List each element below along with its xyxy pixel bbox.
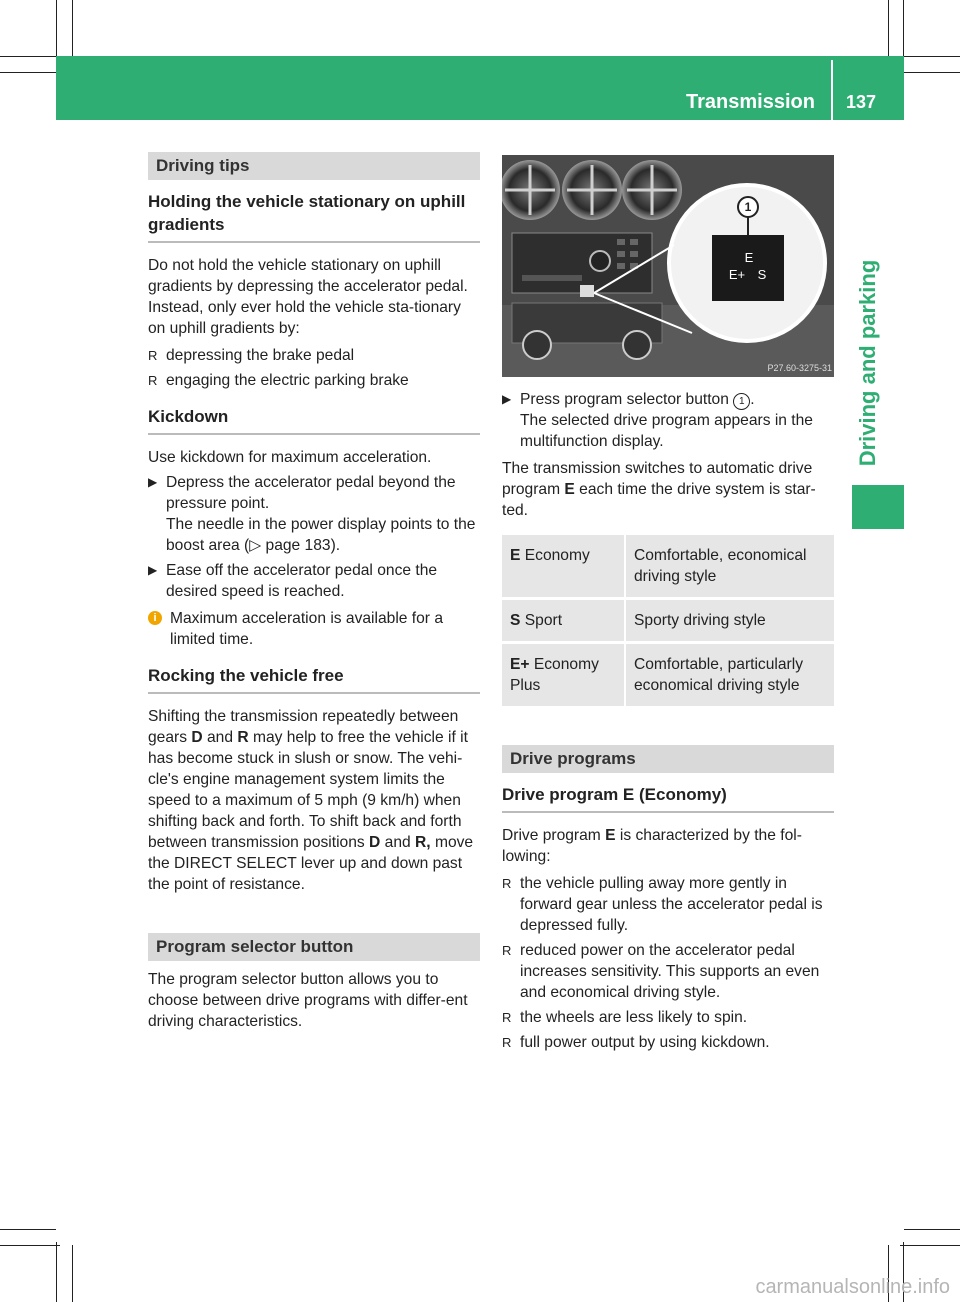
- list-item: R depressing the brake pedal: [148, 347, 355, 364]
- crop-mark: [900, 56, 960, 57]
- step-arrow-icon: ▶: [148, 563, 158, 577]
- step-arrow-icon: ▶: [502, 392, 512, 406]
- crop-mark: [56, 0, 57, 60]
- display-label-e: E: [744, 250, 754, 265]
- table-row: S Sport Sporty driving style: [502, 599, 834, 643]
- list-item: R reduced power on the accelerator pedal increases sensitivity. This supports an even and economical driving style.: [502, 942, 820, 1001]
- subsection-title: Holding the vehicle stationary on uphill gradients: [148, 190, 480, 243]
- crop-mark: [0, 72, 56, 73]
- header-divider: [831, 60, 833, 120]
- page-number: 137: [846, 92, 877, 112]
- paragraph: Shifting the transmission repeatedly between gears D and R may help to free the vehicle if it has become stuck in slush or snow. The vehi-cle's engine management system limits the speed to a maximum of 5 mph (9 km/h) when shifting back and forth. To shift back and forth between transmission positions D and R, move the DIRECT SELECT lever up and down past the point of resistance.: [148, 708, 474, 893]
- crop-mark: [0, 1229, 56, 1230]
- info-note: i Maximum acceleration is available for a limited time.: [148, 608, 480, 650]
- side-tab-block: [852, 485, 904, 529]
- list-item: R full power output by using kickdown.: [502, 1034, 770, 1051]
- image-code: P27.60-3275-31: [767, 363, 832, 373]
- left-column: [148, 152, 480, 1032]
- section-title: Driving tips: [148, 152, 480, 180]
- paragraph: Use kickdown for maximum acceleration.: [148, 449, 432, 466]
- step-item: ▶ Press program selector button 1 . The selected drive program appears in the multifunction display.: [502, 391, 813, 450]
- watermark: carmanualsonline.info: [755, 1276, 950, 1298]
- crop-mark: [904, 1229, 960, 1230]
- step-item: ▶ Depress the accelerator pedal beyond the pressure point. The needle in the power display points to the boost area (▷ page 183).: [148, 474, 476, 554]
- list-item: R the wheels are less likely to spin.: [502, 1009, 748, 1026]
- list-item: R engaging the electric parking brake: [148, 372, 409, 389]
- subsection-title: Kickdown: [148, 405, 480, 435]
- table-row: E Economy Comfortable, economical driving style: [502, 535, 834, 599]
- list-item: R the vehicle pulling away more gently in forward gear unless the accelerator pedal is depressed fully.: [502, 875, 823, 934]
- paragraph: Do not hold the vehicle stationary on uphill gradients by depressing the accelerator pedal. Instead, only ever hold the vehicle sta-tionary on uphill gradients by:: [148, 257, 468, 337]
- table-row: E+ Economy Plus Comfortable, particularly economical driving style: [502, 643, 834, 708]
- right-column: [502, 155, 834, 1053]
- info-icon: i: [148, 611, 162, 625]
- crop-mark: [888, 0, 889, 56]
- callout-number: 1: [744, 200, 752, 214]
- section-title: Program selector button: [148, 933, 480, 961]
- paragraph: The program selector button allows you to choose between drive programs with differ-ent driving characteristics.: [148, 971, 468, 1030]
- crop-mark: [72, 0, 73, 56]
- bullet-list: [148, 345, 480, 391]
- crop-mark: [903, 0, 904, 60]
- side-tab-label: Driving and parking: [855, 259, 880, 466]
- step-arrow-icon: ▶: [148, 475, 158, 489]
- dashboard-photo: [502, 155, 834, 377]
- crop-mark: [0, 56, 60, 57]
- paragraph: The transmission switches to automatic drive program E each time the drive system is star-ted.: [502, 460, 816, 519]
- crop-mark: [0, 1245, 60, 1246]
- crop-mark: [56, 1242, 57, 1302]
- display-label-s: S: [757, 267, 767, 282]
- section-title: Drive programs: [502, 745, 834, 773]
- callout-marker: 1: [733, 393, 750, 410]
- crop-mark: [72, 1245, 73, 1302]
- chapter-title: Transmission: [686, 91, 815, 113]
- display-label-eplus: E+: [728, 267, 746, 282]
- crop-mark: [904, 72, 960, 73]
- step-item: ▶ Ease off the accelerator pedal once the desired speed is reached.: [148, 562, 438, 600]
- paragraph: Drive program E is characterized by the fol-lowing:: [502, 827, 802, 865]
- crop-mark: [900, 1245, 960, 1246]
- side-tab: [848, 240, 888, 485]
- bullet-list: [502, 873, 834, 1053]
- dashboard-illustration: [502, 155, 834, 377]
- drive-program-table: [502, 535, 834, 709]
- subsection-title: Drive program E (Economy): [502, 783, 834, 813]
- subsection-title: Rocking the vehicle free: [148, 664, 480, 694]
